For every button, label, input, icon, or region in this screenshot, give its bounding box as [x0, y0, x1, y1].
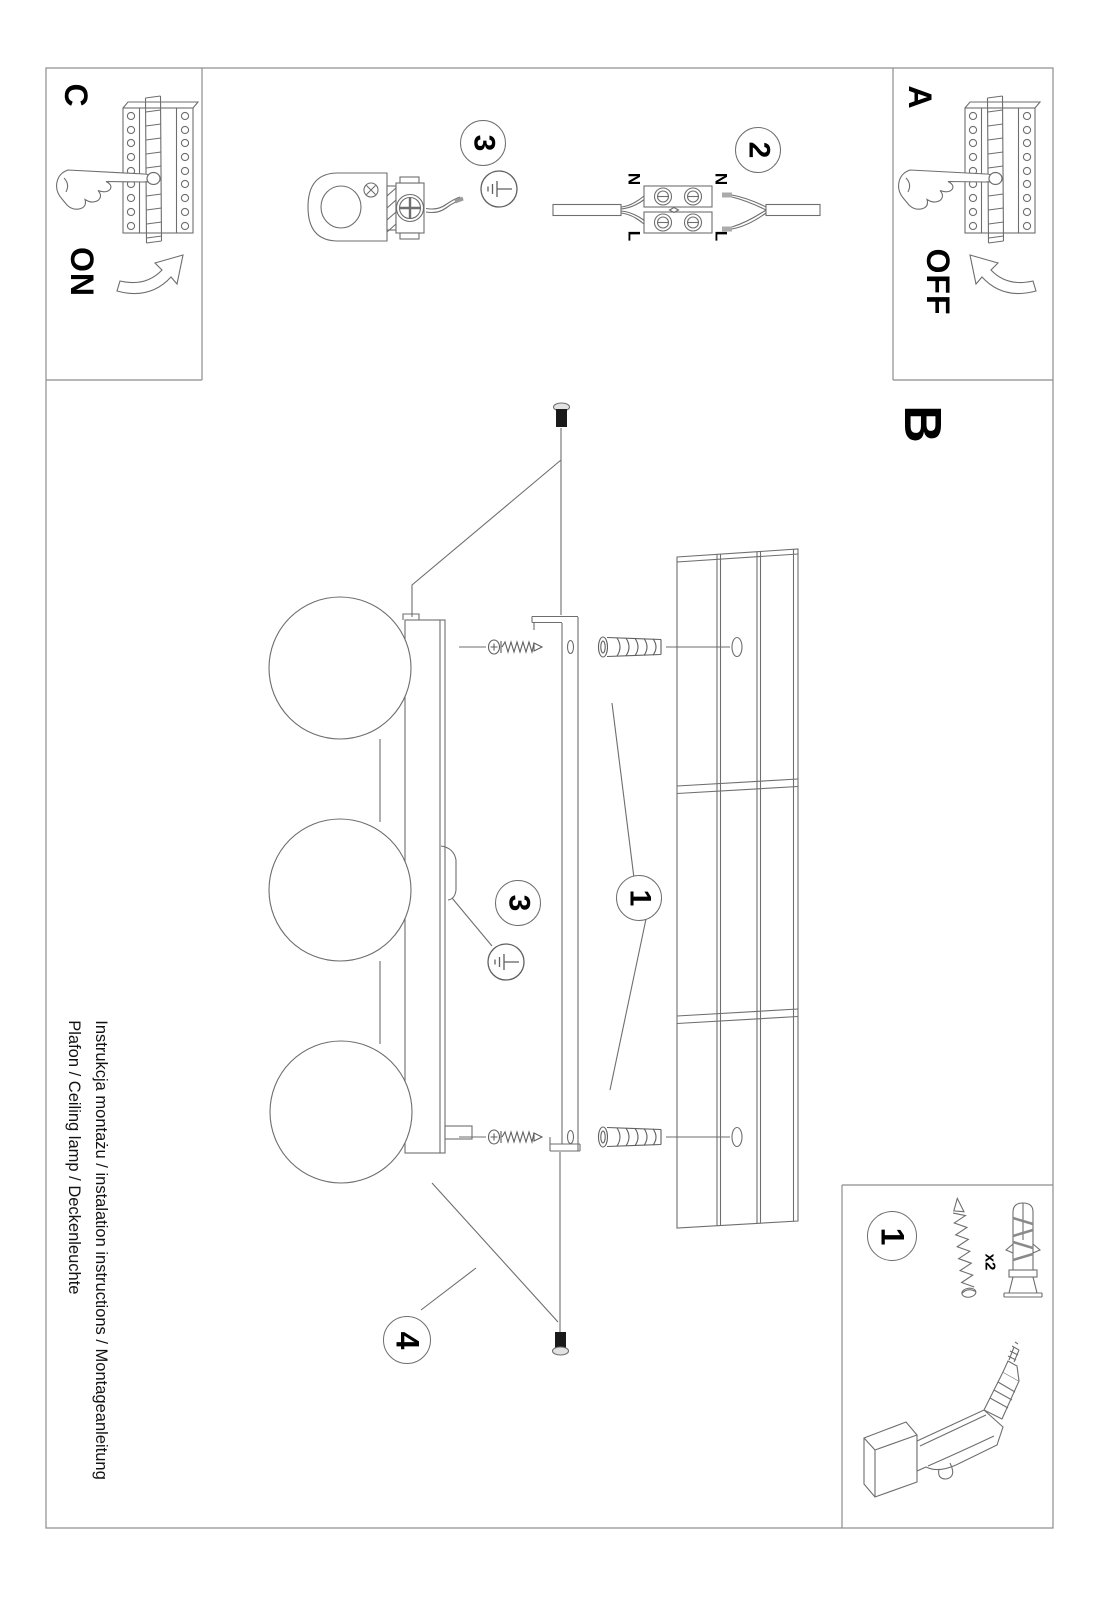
leader-line: [412, 460, 561, 617]
earth-symbol-icon: [488, 944, 524, 980]
cover-bolt-top: [554, 403, 570, 615]
callout-step-3-top: 3: [460, 120, 506, 166]
leader-line: [452, 898, 492, 946]
on-arrow-icon: [117, 255, 183, 294]
wire-label-live-right: L: [711, 230, 731, 242]
wire-label-neutral-right: N: [711, 172, 731, 186]
exploded-assembly: [269, 403, 798, 1355]
wall-plug: [599, 1127, 662, 1147]
wall-plug: [599, 637, 662, 657]
callout-step-4: 4: [383, 1316, 431, 1364]
footer-product: Plafon / Ceiling lamp / Deckenleuchte: [65, 1020, 83, 1295]
terminal-block-illustration: [553, 186, 820, 233]
switch-on-label: ON: [64, 247, 100, 297]
footer-text: [60, 1020, 114, 1480]
wire-label-live-left: L: [624, 230, 644, 242]
glass-ball-shade: [269, 819, 411, 961]
glass-ball-shade: [270, 1041, 412, 1183]
glass-ball-shade: [269, 597, 411, 739]
cover-bolt-bottom: [553, 1152, 569, 1355]
wire-label-neutral-left: N: [624, 172, 644, 186]
drill-hole: [732, 638, 742, 657]
callout-step-2: 2: [735, 127, 781, 173]
mounting-screw: [489, 1130, 543, 1144]
drill-illustration: [864, 1342, 1019, 1497]
lamp-holder-illustration: [308, 173, 463, 241]
page-frame: [46, 68, 1053, 1528]
lamp-body: [403, 614, 472, 1153]
step-label-a: A: [902, 85, 938, 109]
callout-part-1-main: 1: [616, 875, 662, 921]
hardware-qty-label: x2: [981, 1253, 999, 1271]
switch-off-label: OFF: [920, 248, 956, 316]
off-arrow-icon: [970, 255, 1036, 294]
callout-step-3-main: 3: [495, 880, 541, 926]
mounting-screw: [489, 640, 543, 654]
kit-screw: [950, 1198, 976, 1298]
earth-symbol-icon: [481, 171, 517, 207]
drill-hole: [732, 1128, 742, 1147]
callout-part-1-kit: 1: [867, 1211, 917, 1261]
step-label-b: B: [893, 405, 951, 443]
footer-title: Instrukcja montażu / instalation instructions / Montageanleitung: [92, 1020, 110, 1480]
leader-line: [421, 1183, 558, 1322]
kit-wall-plug: [1004, 1203, 1042, 1297]
leader-line: [459, 647, 486, 1137]
step-label-c: C: [58, 83, 94, 107]
ceiling-panel: [677, 549, 798, 1228]
mounting-bracket: [532, 617, 580, 1152]
